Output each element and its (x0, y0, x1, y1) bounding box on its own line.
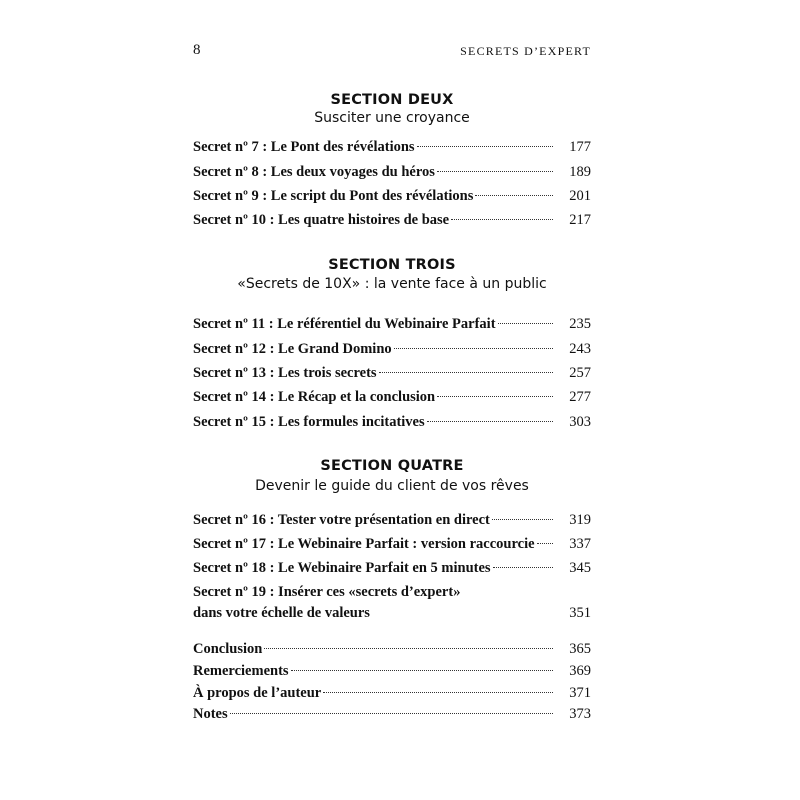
toc-entry-conclusion[interactable] (193, 641, 591, 661)
toc-entry[interactable] (193, 341, 591, 361)
page-number: 8 (193, 42, 201, 58)
leader-dots (475, 195, 553, 196)
toc-entry-a-propos[interactable] (193, 685, 591, 705)
leader-dots (498, 323, 553, 324)
toc-entry[interactable] (193, 536, 591, 556)
toc-entry[interactable] (193, 188, 591, 208)
section-trois-title: SECTION TROIS (328, 257, 456, 273)
toc-entry-title: Conclusion (193, 641, 263, 657)
toc-entry-title: Secret nº 16 : Tester votre présentation en direct (193, 512, 490, 528)
toc-entry[interactable] (193, 139, 591, 159)
toc-entry-page: 243 (569, 341, 591, 357)
leader-dots (417, 146, 553, 147)
toc-entry[interactable] (193, 512, 591, 532)
leader-dots (437, 396, 553, 397)
toc-entry[interactable] (193, 365, 591, 385)
toc-entry-title: Secret nº 9 : Le script du Pont des révélations (193, 188, 474, 204)
toc-entry-title: Secret nº 17 : Le Webinaire Parfait : version raccourcie (193, 536, 535, 552)
toc-entry-page: 319 (569, 512, 591, 528)
toc-entry-title: Notes (193, 706, 228, 722)
leader-dots (437, 171, 553, 172)
toc-entry[interactable] (193, 212, 591, 232)
toc-entry-page: 257 (569, 365, 591, 381)
toc-entry-remerciements[interactable] (193, 663, 591, 683)
toc-entry[interactable] (193, 316, 591, 336)
toc-entry-page: 345 (569, 560, 591, 576)
toc-entry[interactable] (193, 414, 591, 434)
toc-entry-title: Remerciements (193, 663, 289, 679)
section-deux-subtitle: Susciter une croyance (314, 110, 470, 126)
toc-entry-page: 371 (569, 685, 591, 701)
leader-dots (451, 219, 553, 220)
toc-entry[interactable] (193, 389, 591, 409)
section-deux-title: SECTION DEUX (330, 92, 454, 108)
leader-dots (264, 648, 553, 649)
running-title: SECRETS D’EXPERT (460, 44, 591, 58)
toc-entry-title: Secret nº 7 : Le Pont des révélations (193, 139, 415, 155)
toc-entry[interactable] (193, 164, 591, 184)
toc-entry-page: 365 (569, 641, 591, 657)
leader-dots (394, 348, 553, 349)
toc-entry-page: 217 (569, 212, 591, 228)
leader-dots (493, 567, 553, 568)
toc-entry-title: Secret nº 10 : Les quatre histoires de base (193, 212, 450, 228)
toc-entry-page: 303 (569, 414, 591, 430)
section-trois-subtitle: «Secrets de 10X» : la vente face à un public (237, 276, 547, 292)
toc-entry[interactable] (193, 560, 591, 580)
leader-dots (492, 519, 553, 520)
toc-entry-page: 277 (569, 389, 591, 405)
toc-entry-title: Secret nº 11 : Le référentiel du Webinaire Parfait (193, 316, 496, 332)
leader-dots (291, 670, 553, 671)
toc-entry-title: Secret nº 18 : Le Webinaire Parfait en 5 minutes (193, 560, 491, 576)
leader-dots (323, 692, 553, 693)
toc-entry-title-line1: Secret nº 19 : Insérer ces «secrets d’expert» (193, 584, 461, 600)
toc-entry-multiline[interactable] (193, 584, 591, 622)
section-quatre-title: SECTION QUATRE (320, 458, 464, 474)
leader-dots (379, 372, 553, 373)
leader-dots (427, 421, 553, 422)
toc-entry-title: Secret nº 12 : Le Grand Domino (193, 341, 392, 357)
toc-entry-title: Secret nº 14 : Le Récap et la conclusion (193, 389, 436, 405)
toc-entry-notes[interactable] (193, 706, 591, 726)
toc-entry-page: 351 (569, 605, 591, 621)
section-quatre-subtitle: Devenir le guide du client de vos rêves (255, 478, 529, 494)
toc-entry-title: Secret nº 13 : Les trois secrets (193, 365, 377, 381)
toc-entry-title: Secret nº 15 : Les formules incitatives (193, 414, 425, 430)
toc-entry-page: 177 (569, 139, 591, 155)
toc-entry-page: 373 (569, 706, 591, 722)
toc-entry-page: 337 (569, 536, 591, 552)
toc-entry-page: 189 (569, 164, 591, 180)
toc-entry-page: 201 (569, 188, 591, 204)
toc-entry-page: 369 (569, 663, 591, 679)
toc-entry-page: 235 (569, 316, 591, 332)
toc-entry-title-line2: dans votre échelle de valeurs (193, 605, 370, 621)
toc-entry-title: Secret nº 8 : Les deux voyages du héros (193, 164, 435, 180)
leader-dots (537, 543, 553, 544)
leader-dots (230, 713, 553, 714)
toc-entry-title: À propos de l’auteur (193, 685, 322, 701)
